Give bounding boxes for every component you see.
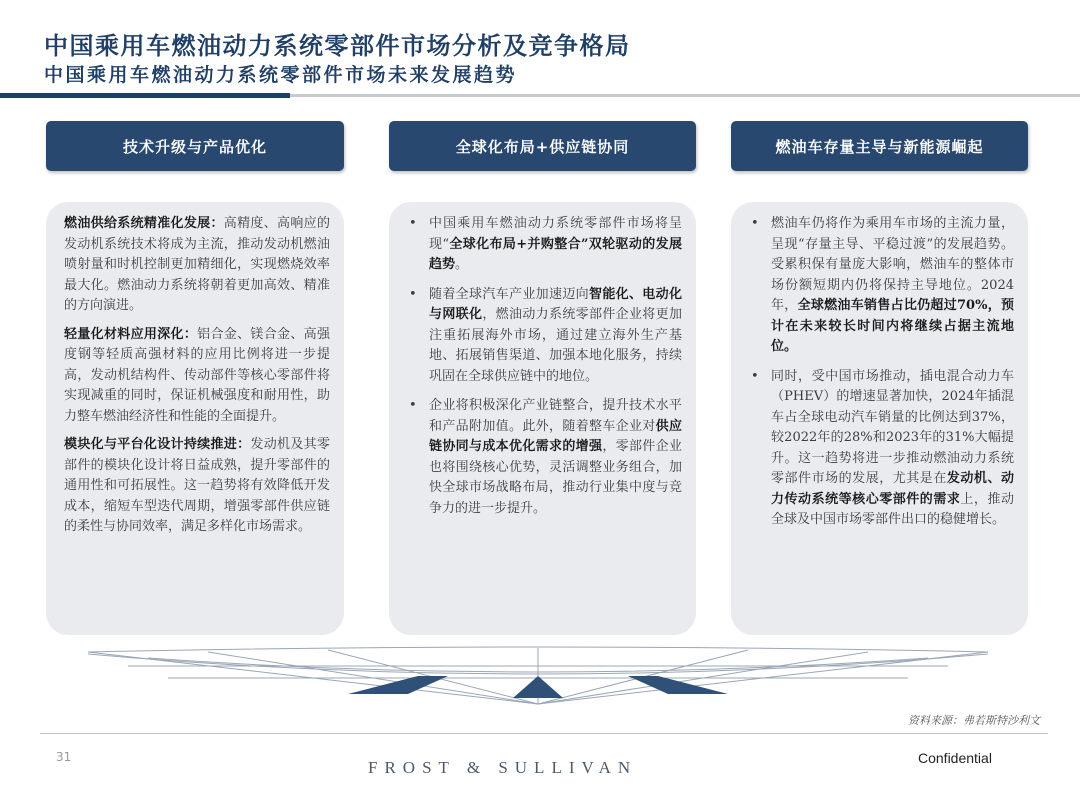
bullet-icon: • — [751, 368, 759, 384]
arrow-left-shape — [348, 676, 448, 694]
bullet-list — [407, 214, 682, 519]
source-note: 资料来源：弗若斯特沙利文 — [908, 714, 1040, 727]
page-title: 中国乘用车燃油动力系统零部件市场分析及竞争格局 — [44, 32, 631, 60]
confidential-label: Confidential — [918, 750, 992, 766]
paragraph-modular: 模块化与平台化设计持续推进：发动机及其零部件的模块化设计将日益成熟，提升零部件的通用性和可拓展性。这一趋势将有效降低开发成本，缩短车型迭代周期，增强零部件供应链的柔性与协同效率，满足多样化市场需求。 — [64, 437, 330, 534]
bullet-icon: • — [409, 286, 417, 302]
list-item: • 随着全球汽车产业加速迈向智能化、电动化与网联化，燃油动力系统零部件企业将更加注重拓展海外市场，通过建立海外生产基地、拓展销售渠道、加强本地化服务，持续巩固在全球供应链中的地位。 — [409, 286, 682, 384]
page-number: 31 — [56, 750, 72, 764]
bullet-icon: • — [409, 398, 417, 413]
page-subtitle: 中国乘用车燃油动力系统零部件市场未来发展趋势 — [44, 64, 518, 86]
column-header-tech: 技术升级与产品优化 — [46, 121, 344, 171]
card-tech-upgrade — [46, 202, 344, 635]
paragraph-lightweight: 轻量化材料应用深化：铝合金、镁合金、高强度钢等轻质高强材料的应用比例将进一步提高，发动机结构件、传动部件等核心零部件将实现减重的同时，保证机械强度和耐用性，助力整车燃油经济性和性能的全面提升。 — [64, 326, 330, 424]
bullet-icon: • — [751, 216, 759, 231]
list-item: • 企业将积极深化产业链整合，提升技术水平和产品附加值。此外，随着整车企业对供应链协同与成本优化需求的增强，零部件企业也将围绕核心优势，灵活调整业务组合，加快全球市场战略布局，推动行业集中度与竞争力的进一步提升。 — [409, 398, 682, 516]
list-item: • 同时，受中国市场推动，插电混合动力车（PHEV）的增速显著加快，2024年插混车占全球电动汽车销量的比例达到37%，较2022年的28%和2023年的31%大幅提升。这一趋势将进一步推动燃油动力系统零部件市场的发展，尤其是在发动机、动力传动系统等核心零部件的需求上，推动全球及中国市场零部件出口的稳健增长。 — [751, 368, 1014, 527]
paragraph-fuel-supply: 燃油供给系统精准化发展：高精度、高响应的发动机系统技术将成为主流，推动发动机燃油喷射量和时机控制更加精细化，实现燃烧效率最大化。燃油动力系统将朝着更加高效、精准的方向演进。 — [64, 216, 330, 313]
card-fuel-vehicles — [731, 202, 1028, 635]
arrow-right-shape — [628, 676, 728, 694]
title-underline-light — [290, 94, 1080, 97]
decorative-perspective-graphic — [88, 646, 988, 708]
column-header-global: 全球化布局+供应链协同 — [389, 121, 696, 171]
list-item: • 中国乘用车燃油动力系统零部件市场将呈现“全球化布局+并购整合”双轮驱动的发展趋势。 — [409, 216, 682, 272]
footer-divider — [40, 733, 1048, 734]
title-underline-dark — [0, 93, 290, 98]
column-header-fuel: 燃油车存量主导与新能源崛起 — [731, 121, 1028, 171]
bullet-icon: • — [409, 216, 417, 231]
brand-logo-text: FROST & SULLIVAN — [368, 758, 638, 777]
card-global-layout — [389, 202, 696, 635]
bullet-list — [749, 214, 1014, 531]
arrow-center-shape — [513, 676, 563, 698]
list-item: • 燃油车仍将作为乘用车市场的主流力量，呈现“存量主导、平稳过渡”的发展趋势。受累积保有量庞大影响，燃油车的整体市场份额短期内仍将保持主导地位。2024年，全球燃油车销售占比仍超过70%，预计在未来较长时间内将继续占据主流地位。 — [751, 216, 1014, 354]
